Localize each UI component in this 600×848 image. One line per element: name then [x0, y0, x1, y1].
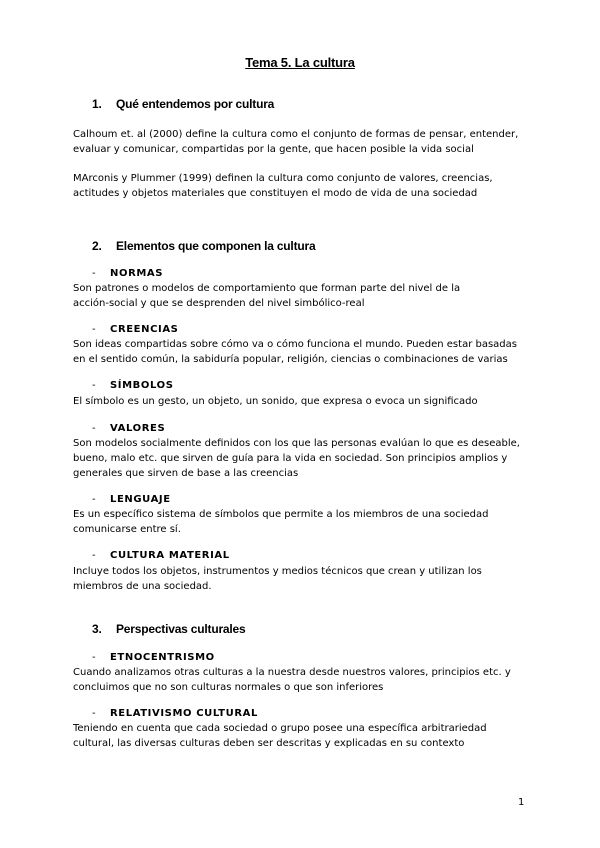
paragraph-line: bueno, malo etc. que sirven de guía para la vida en sociedad. Son principios amplios y [73, 453, 508, 464]
element-term-simbolos [92, 380, 174, 391]
element-definition-creencias [73, 337, 533, 367]
paragraph-line: Incluye todos los objetos, instrumentos y medios técnicos que crean y utilizan los [73, 566, 482, 577]
term-label: CREENCIAS [110, 324, 179, 335]
element-term-normas [92, 268, 163, 279]
term-label: SÍMBOLOS [110, 380, 174, 391]
bullet-dash: - [92, 268, 96, 279]
element-term-valores [92, 423, 165, 434]
section-heading-text: Perspectivas culturales [116, 622, 246, 636]
paragraph-line: Son ideas compartidas sobre cómo va o cómo funciona el mundo. Pueden estar basadas [73, 339, 517, 350]
paragraph-line: generales que sirven de base a las creencias [73, 468, 299, 479]
section-heading-2 [92, 239, 315, 253]
bullet-dash: - [92, 708, 96, 719]
page-number: 1 [518, 797, 525, 808]
element-definition-valores [73, 436, 533, 481]
paragraph-line: evaluar y comunicar, compartidas por la gente, que hacen posible la vida social [73, 144, 474, 155]
term-label: NORMAS [110, 268, 164, 279]
section-number: 1. [92, 97, 102, 111]
element-definition-cultura-material [73, 564, 533, 594]
intro-paragraph-2 [73, 171, 533, 201]
term-label: ETNOCENTRISMO [110, 652, 215, 663]
paragraph-line: Teniendo en cuenta que cada sociedad o grupo posee una específica arbitrariedad [73, 723, 487, 734]
section-heading-1 [92, 97, 274, 111]
paragraph-line: MArconis y Plummer (1999) definen la cultura como conjunto de valores, creencias, [73, 173, 493, 184]
paragraph-line: Son modelos socialmente definidos con los que las personas evalúan lo que es deseable, [73, 438, 520, 449]
term-label: LENGUAJE [110, 494, 171, 505]
paragraph-line: Son patrones o modelos de comportamiento que forman parte del nivel de la [73, 283, 461, 294]
paragraph-line: cultural, las diversas culturas deben ser descritas y explicadas en su contexto [73, 738, 465, 749]
section-number: 3. [92, 622, 102, 636]
paragraph-line: Cuando analizamos otras culturas a la nuestra desde nuestros valores, principios etc. y [73, 667, 511, 678]
paragraph-line: concluimos que no son culturas normales o que son inferiores [73, 682, 384, 693]
term-label: CULTURA MATERIAL [110, 550, 230, 561]
paragraph-line: actitudes y objetos materiales que constituyen el modo de vida de una sociedad [73, 188, 478, 199]
bullet-dash: - [92, 423, 96, 434]
paragraph-line: acción-social y que se desprenden del nivel simbólico-real [73, 298, 365, 309]
bullet-dash: - [92, 494, 96, 505]
section-heading-3 [92, 622, 245, 636]
paragraph-line: El símbolo es un gesto, un objeto, un sonido, que expresa o evoca un significado [73, 396, 478, 407]
paragraph-line: Calhoum et. al (2000) define la cultura como el conjunto de formas de pensar, entender, [73, 129, 519, 140]
perspective-term-etnocentrismo [92, 652, 215, 663]
term-label: RELATIVISMO CULTURAL [110, 708, 258, 719]
element-term-cultura-material [92, 550, 230, 561]
section-number: 2. [92, 239, 102, 253]
paragraph-line: comunicarse entre sí. [73, 524, 181, 535]
document-title: Tema 5. La cultura [245, 55, 355, 70]
section-heading-text: Qué entendemos por cultura [116, 97, 275, 111]
bullet-dash: - [92, 324, 96, 335]
bullet-dash: - [92, 652, 96, 663]
term-label: VALORES [110, 423, 166, 434]
bullet-dash: - [92, 550, 96, 561]
element-term-lenguaje [92, 494, 171, 505]
intro-paragraph-1 [73, 127, 533, 157]
element-definition-normas [73, 281, 533, 311]
element-term-creencias [92, 324, 178, 335]
paragraph-line: miembros de una sociedad. [73, 581, 212, 592]
perspective-definition-etnocentrismo [73, 665, 533, 695]
paragraph-line: en el sentido común, la sabiduría popular, religión, ciencias o combinaciones de varias [73, 354, 508, 365]
paragraph-line: Es un específico sistema de símbolos que permite a los miembros de una sociedad [73, 509, 489, 520]
perspective-definition-relativismo-cultural [73, 721, 533, 751]
section-heading-text: Elementos que componen la cultura [116, 239, 316, 253]
element-definition-lenguaje [73, 507, 533, 537]
bullet-dash: - [92, 380, 96, 391]
element-definition-simbolos [73, 394, 533, 409]
perspective-term-relativismo-cultural [92, 708, 258, 719]
